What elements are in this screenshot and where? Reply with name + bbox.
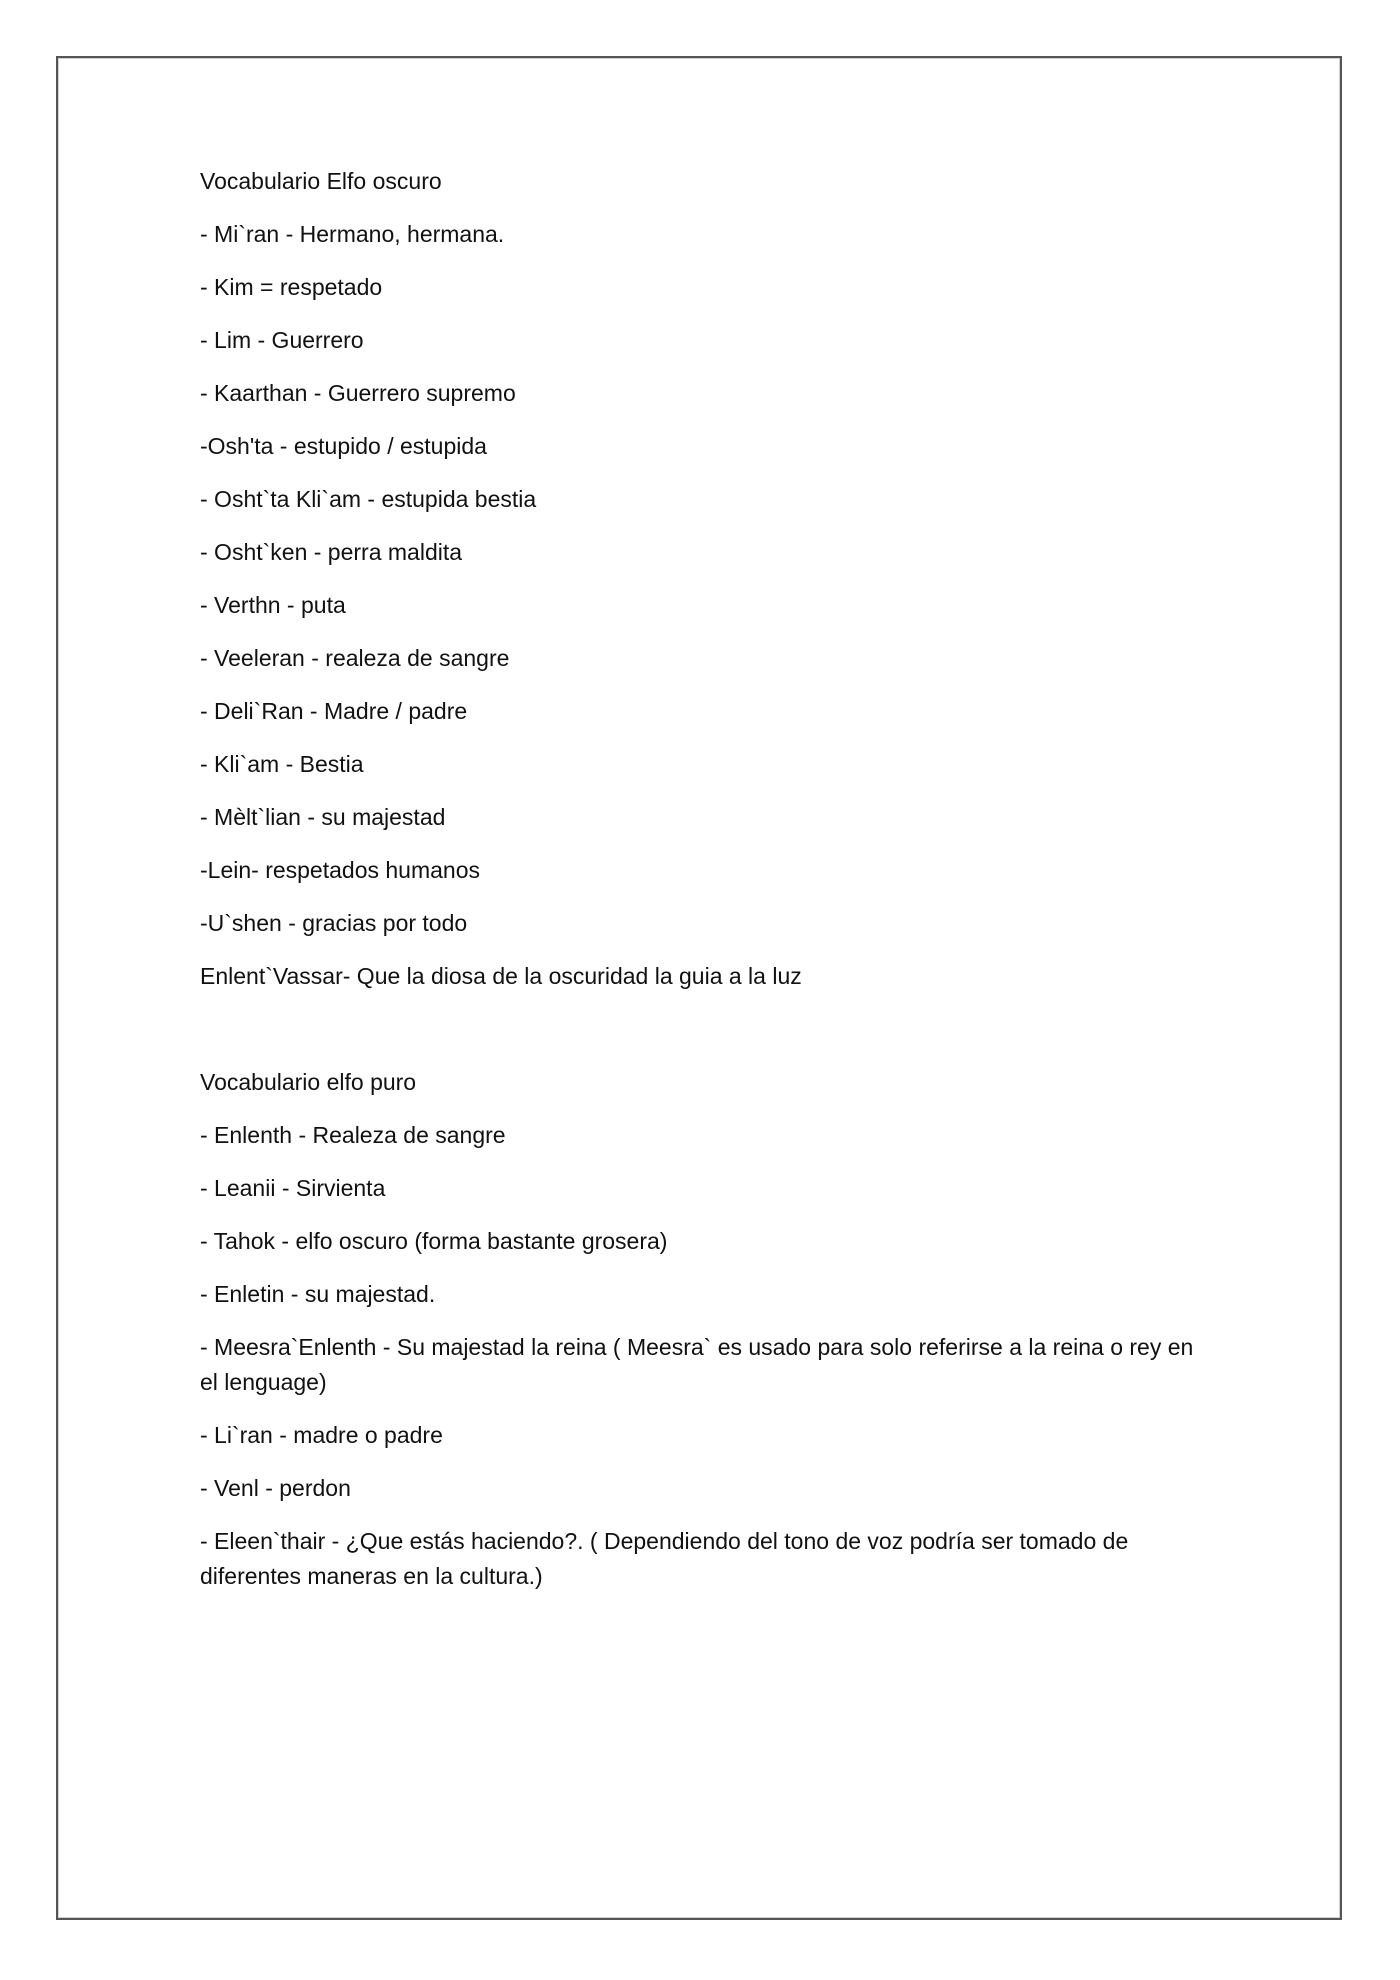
vocab-entry: - Eleen`thair - ¿Que estás haciendo?. ( Dependiendo del tono de voz podría ser tomado de diferentes maneras en la cultura.)	[200, 1528, 1129, 1589]
vocab-entry: Enlent`Vassar- Que la diosa de la oscuridad la guia a la luz	[200, 963, 802, 989]
vocab-entry: - Mèlt`lian - su majestad	[200, 804, 446, 830]
vocab-entry: - Veeleran - realeza de sangre	[200, 645, 510, 671]
vocab-entry: - Osht`ta Kli`am - estupida bestia	[200, 486, 537, 512]
vocab-entry: - Deli`Ran - Madre / padre	[200, 698, 468, 724]
vocab-entry: - Enlenth - Realeza de sangre	[200, 1122, 506, 1148]
vocab-entry: - Kaarthan - Guerrero supremo	[200, 380, 516, 406]
section-heading: Vocabulario elfo puro	[200, 1069, 417, 1095]
section-pure-elf	[200, 1065, 1200, 1594]
section-heading: Vocabulario Elfo oscuro	[200, 168, 442, 194]
vocab-entry: - Li`ran - madre o padre	[200, 1422, 443, 1448]
section-spacer	[200, 1012, 1200, 1065]
vocab-entry: - Venl - perdon	[200, 1475, 351, 1501]
vocab-entry: -U`shen - gracias por todo	[200, 910, 468, 936]
vocab-entry: - Kli`am - Bestia	[200, 751, 364, 777]
vocab-entry: - Tahok - elfo oscuro (forma bastante grosera)	[200, 1228, 668, 1254]
document-body	[200, 164, 1200, 1612]
vocab-entry: - Osht`ken - perra maldita	[200, 539, 463, 565]
vocab-entry: - Meesra`Enlenth - Su majestad la reina ( Meesra` es usado para solo referirse a la reina o rey en el lenguage)	[200, 1334, 1194, 1395]
vocab-entry: - Lim - Guerrero	[200, 327, 364, 353]
vocab-entry: -Osh'ta - estupido / estupida	[200, 433, 487, 459]
section-dark-elf	[200, 164, 1200, 994]
vocab-entry: - Leanii - Sirvienta	[200, 1175, 386, 1201]
vocab-entry: - Enletin - su majestad.	[200, 1281, 436, 1307]
vocab-entry: - Verthn - puta	[200, 592, 346, 618]
vocab-entry: - Kim = respetado	[200, 274, 383, 300]
vocab-entry: -Lein- respetados humanos	[200, 857, 480, 883]
vocab-entry: - Mi`ran - Hermano, hermana.	[200, 221, 505, 247]
